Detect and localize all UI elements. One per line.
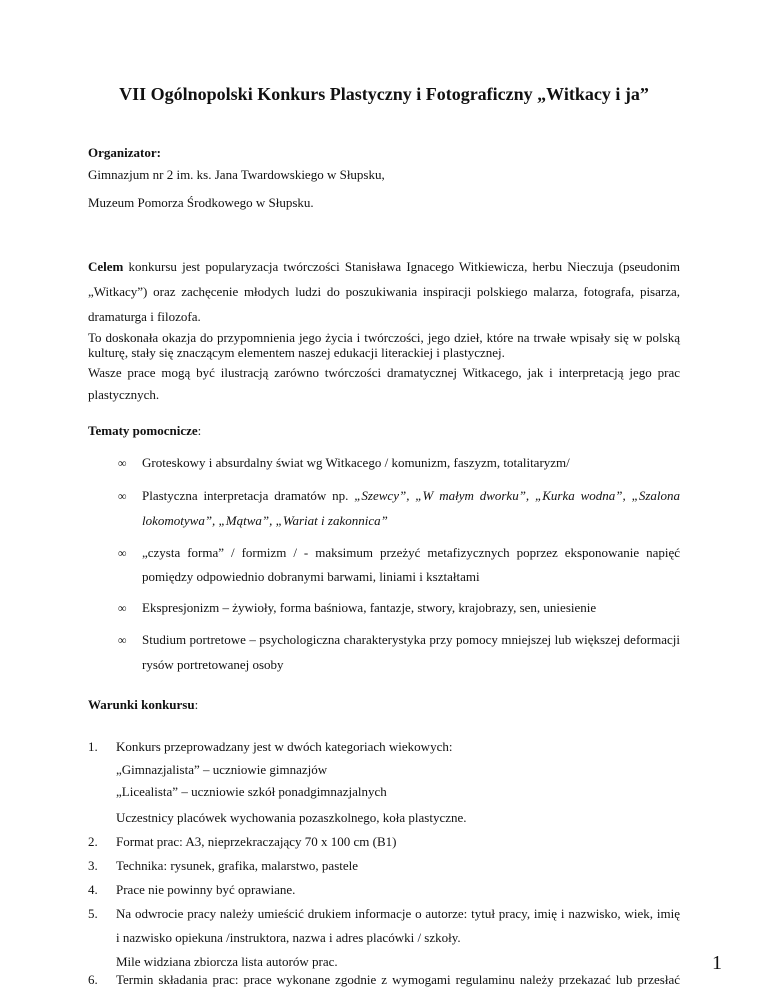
condition-5-line-1: Na odwrocie pracy należy umieścić drukiem informacje o autorze: tytuł pracy, imię i nazwisko, wiek, imię xyxy=(116,906,680,921)
topic-2-line-2: lokomotywa”, „Mątwa”, „Wariat i zakonnica” xyxy=(142,513,388,528)
topic-4: Ekspresjonizm – żywioły, forma baśniowa, fantazje, stwory, krajobrazy, sen, uniesienie xyxy=(142,600,597,615)
goal-line-3: dramaturga i filozofa. xyxy=(88,309,201,324)
condition-2: Format prac: A3, nieprzekraczający 70 x 100 cm (B1) xyxy=(116,834,397,849)
bullet-icon: ∞ xyxy=(118,489,127,503)
conditions-heading-colon: : xyxy=(194,697,199,712)
organizer-heading: Organizator: xyxy=(88,145,161,160)
topic-2-text: Plastyczna interpretacja dramatów np. xyxy=(142,488,355,503)
topic-5-line-1: Studium portretowe – psychologiczna charakterystyka przy pomocy mniejszej lub większej deformacji xyxy=(142,632,680,647)
document-title: VII Ogólnopolski Konkurs Plastyczny i Fotograficzny „Witkacy i ja” xyxy=(119,84,649,104)
condition-1-line-1: Konkurs przeprowadzany jest w dwóch kategoriach wiekowych: xyxy=(116,739,453,754)
list-number: 4. xyxy=(88,882,98,897)
topic-2-line-1 xyxy=(142,488,680,504)
bullet-icon: ∞ xyxy=(118,633,127,647)
list-number: 5. xyxy=(88,906,98,921)
list-number: 1. xyxy=(88,739,98,754)
page-number: 1 xyxy=(712,952,722,974)
topics-heading-colon: : xyxy=(197,423,202,438)
goal-line-5: kulturę, stały się znaczącym elementem naszej edukacji literackiej i plastycznej. xyxy=(88,345,505,360)
bullet-icon: ∞ xyxy=(118,546,127,560)
goal-line-4: To doskonała okazja do przypomnienia jego życia i twórczości, jego dzieł, które na trwałe wpisały się w polską xyxy=(88,330,680,345)
organizer-line-2: Muzeum Pomorza Środkowego w Słupsku. xyxy=(88,195,314,210)
condition-1-line-2: „Gimnazjalista” – uczniowie gimnazjów xyxy=(116,762,328,777)
conditions-heading-text: Warunki konkursu xyxy=(88,697,195,712)
conditions-heading xyxy=(88,697,198,713)
topics-heading-text: Tematy pomocnicze xyxy=(88,423,198,438)
condition-4: Prace nie powinny być oprawiane. xyxy=(116,882,296,897)
bullet-icon: ∞ xyxy=(118,601,127,615)
list-number: 2. xyxy=(88,834,98,849)
topics-heading xyxy=(88,423,201,439)
condition-1-line-4: Uczestnicy placówek wychowania pozaszkolnego, koła plastyczne. xyxy=(116,810,467,825)
goal-line-6: Wasze prace mogą być ilustracją zarówno twórczości dramatycznej Witkacego, jak i interpretacją jego prac xyxy=(88,365,680,380)
goal-line-7: plastycznych. xyxy=(88,387,160,402)
goal-lead: Celem xyxy=(88,259,124,274)
topic-2-titles: „Szewcy”, „W małym dworku”, „Kurka wodna”, „Szalona xyxy=(354,488,681,503)
condition-5-line-3: Mile widziana zbiorcza lista autorów prac. xyxy=(116,954,338,969)
goal-line-1 xyxy=(88,259,680,275)
condition-1-line-3: „Licealista” – uczniowie szkół ponadgimnazjalnych xyxy=(116,784,387,799)
goal-text-1: konkursu jest popularyzacja twórczości Stanisława Ignacego Witkiewicza, herbu Nieczuja (pseudonim xyxy=(123,259,680,274)
condition-3: Technika: rysunek, grafika, malarstwo, pastele xyxy=(116,858,359,873)
organizer-line-1: Gimnazjum nr 2 im. ks. Jana Twardowskiego w Słupsku, xyxy=(88,167,385,182)
topic-3-line-1: „czysta forma” / formizm / - maksimum przeżyć metafizycznych poprzez eksponowanie napięć xyxy=(142,545,680,560)
topic-3-line-2: pomiędzy odpowiednio dobranymi barwami, liniami i kształtami xyxy=(142,569,480,584)
list-number: 6. xyxy=(88,972,98,987)
topic-1: Groteskowy i absurdalny świat wg Witkacego / komunizm, faszyzm, totalitaryzm/ xyxy=(142,455,570,470)
topic-5-line-2: rysów portretowanej osoby xyxy=(142,657,284,672)
goal-line-2: „Witkacy”) oraz zachęcenie młodych ludzi do poszukiwania inspiracji polskiego malarza, fotografa, pisarza, xyxy=(88,284,680,299)
bullet-icon: ∞ xyxy=(118,456,127,470)
list-number: 3. xyxy=(88,858,98,873)
condition-5-line-2: i nazwisko opiekuna /instruktora, nazwa i adres placówki / szkoły. xyxy=(116,930,461,945)
condition-6-line-1: Termin składania prac: prace wykonane zgodnie z wymogami regulaminu należy przekazać lub przesłać xyxy=(116,972,680,987)
